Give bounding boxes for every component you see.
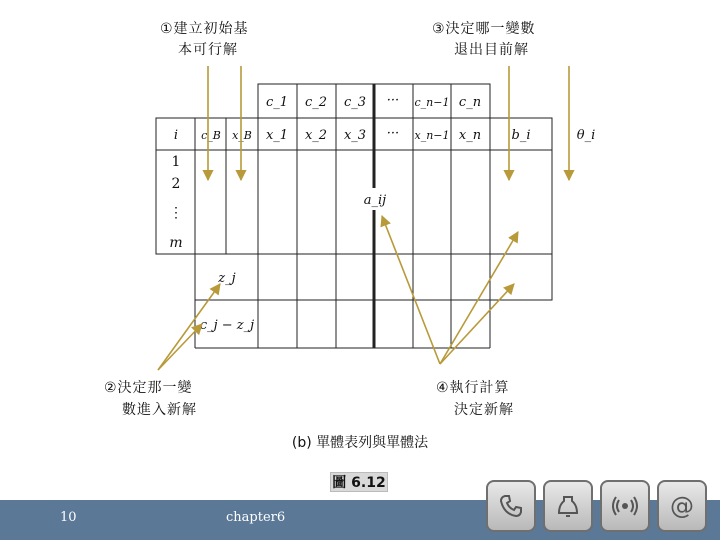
footer-bar: [0, 492, 720, 540]
header-theta: θ_i: [576, 128, 596, 143]
step2-note-line2: 數進入新解: [122, 402, 197, 418]
chapter-label: chapter6: [226, 510, 286, 525]
bell-icon[interactable]: [543, 480, 593, 532]
step2-note-line1: ②決定那一變: [104, 380, 193, 396]
tableau-grid: [156, 84, 552, 348]
step3-note-line1: ③決定哪一變數: [432, 21, 536, 37]
row-labels: [169, 154, 183, 251]
cost-cell: c_3: [343, 95, 367, 110]
var-cell: x_3: [343, 128, 367, 143]
step4-note-line1: ④執行計算: [436, 380, 510, 396]
cost-cell: c_2: [304, 95, 328, 110]
at-sign-glyph: @: [670, 492, 694, 520]
figure-caption: (b) 單體表列與單體法: [291, 435, 429, 451]
cost-cell: c_n−1: [414, 96, 450, 109]
step1-note-line2: 本可行解: [178, 42, 238, 58]
figure-tag: 圖 6.12: [330, 472, 388, 492]
row-label: ⋮: [169, 205, 183, 221]
arrow-step4-aij: [382, 216, 440, 364]
at-sign-icon[interactable]: [657, 480, 707, 532]
broadcast-icon-glyph: [610, 491, 640, 521]
header-row: [174, 126, 595, 143]
arrow-step4-bi: [440, 232, 518, 364]
header-bi: b_i: [511, 128, 531, 143]
step3-note-line2: 退出目前解: [454, 42, 529, 58]
cj-zj-label: c_j − z_j: [199, 318, 255, 333]
row-label: 2: [171, 176, 181, 192]
broadcast-icon[interactable]: [600, 480, 650, 532]
step1-note-line1: ①建立初始基: [160, 21, 249, 37]
header-i: i: [173, 128, 179, 143]
header-cB: c_B: [201, 129, 221, 142]
var-ellipsis: ···: [386, 126, 400, 141]
zj-label: z_j: [218, 271, 236, 286]
cost-cell: c_n: [458, 95, 482, 110]
cost-cell: c_1: [265, 95, 289, 110]
step4-note-line2: 決定新解: [454, 402, 514, 418]
phone-icon[interactable]: [486, 480, 536, 532]
page-number: 10: [60, 510, 77, 525]
var-cell: x_1: [265, 128, 289, 143]
header-xB: x_B: [232, 129, 252, 142]
var-cell: x_2: [304, 128, 328, 143]
var-cell: x_n−1: [414, 129, 450, 142]
aij-label: a_ij: [363, 193, 387, 208]
bell-icon-glyph: [553, 491, 583, 521]
phone-icon-glyph: [496, 491, 526, 521]
cost-ellipsis: ···: [386, 93, 400, 108]
var-cell: x_n: [458, 128, 482, 143]
row-label: m: [169, 235, 183, 251]
row-label: 1: [171, 154, 181, 170]
